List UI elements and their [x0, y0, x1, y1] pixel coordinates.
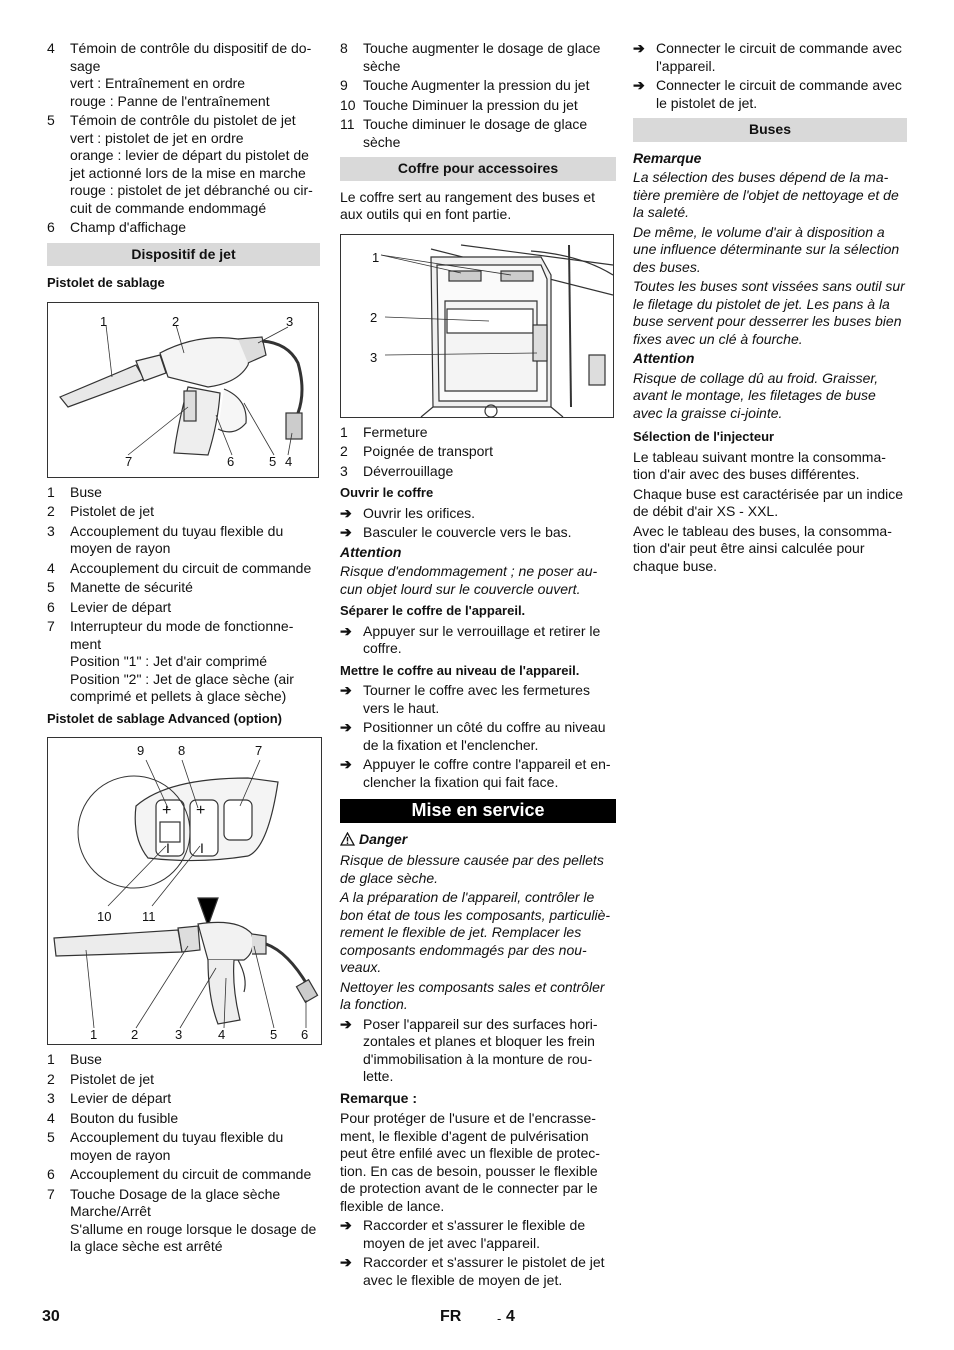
legend-item-number: 5	[47, 1129, 55, 1145]
legend-item-text: Témoin de contrôle du dispositif de do-sage	[70, 40, 312, 74]
subheading-separer-coffre: Séparer le coffre de l'appareil.	[340, 603, 526, 618]
fig2-label-6: 6	[301, 1027, 309, 1042]
section-number: 4	[506, 1308, 515, 1325]
legend-item-text: Accouplement du tuyau flexible du moyen de rayon	[70, 522, 284, 556]
fig2-plus-air-symbol: +	[162, 802, 172, 819]
legend-item-number: 5	[47, 579, 55, 595]
injecteur-text	[633, 449, 907, 576]
legend-item-number: 3	[47, 1090, 55, 1106]
paragraph: La sélection des buses dépend de la ma-tière première de l'objet de nettoyage et de la saleté.	[633, 169, 899, 220]
column-middle	[340, 40, 616, 1291]
fig1-label-1: 1	[100, 313, 108, 329]
legend-item-number: 2	[340, 443, 348, 459]
blasting-gun-advanced-illustration	[48, 738, 321, 1044]
legend-item-text: Levier de départ	[70, 598, 172, 615]
legend-item-text: Fermeture	[363, 423, 428, 440]
legend-item	[340, 77, 616, 95]
fig2-minus-air-symbol: I	[166, 840, 170, 856]
fig2-label-9: 9	[137, 743, 145, 758]
accessory-box-illustration	[341, 235, 613, 417]
arrow-right-icon: ➔	[340, 1217, 352, 1233]
arrow-right-icon: ➔	[340, 524, 352, 540]
legend-item	[47, 1166, 320, 1184]
legend-item-text: Bouton du fusible	[70, 1109, 179, 1126]
fig1-label-5: 5	[269, 453, 277, 469]
subheading-pistolet-advanced: Pistolet de sablage Advanced (option)	[47, 710, 282, 726]
fig2-label-2: 2	[131, 1027, 139, 1042]
legend-item-number: 4	[47, 559, 55, 576]
step-text: Raccorder et s'assurer le flexible de moyen de jet avec l'appareil.	[363, 1217, 586, 1251]
legend-item-text: Accouplement du circuit de commande	[70, 559, 312, 576]
legend-item-text: Position "2" : Jet de glace sèche (air comprimé et pellets à glace sèche)	[70, 670, 294, 704]
step-item	[340, 623, 616, 658]
attention-label: Attention	[340, 543, 402, 560]
section-heading-dispositif-de-jet: Dispositif de jet	[47, 243, 320, 267]
fig1-label-2: 2	[172, 313, 180, 329]
legend-item	[340, 97, 616, 115]
legend-item	[47, 1071, 320, 1089]
legend-item	[47, 1129, 320, 1164]
section-heading-coffre: Coffre pour accessoires	[340, 157, 616, 181]
step-item	[340, 505, 616, 523]
fig2-label-11: 11	[142, 909, 156, 924]
legend-item-text: Pistolet de jet	[70, 1070, 155, 1087]
legend-item	[47, 1186, 320, 1256]
legend-item-text: Touche augmenter le dosage de glace sèche	[363, 40, 601, 74]
legend-item	[340, 443, 616, 461]
legend-item-number: 3	[47, 522, 55, 539]
fig2-label-3: 3	[175, 1027, 183, 1042]
legend-item	[47, 579, 320, 597]
legend-item-text: Champ d'affichage	[70, 219, 187, 235]
legend-item-text: Accouplement du tuyau flexible du moyen de rayon	[70, 1129, 284, 1163]
step-text: Ouvrir les orifices.	[363, 504, 476, 521]
page-number: 30	[42, 1308, 60, 1325]
paragraph: Le tableau suivant montre la consomma-tion d'air avec des buses différentes.	[633, 448, 886, 482]
legend-item-text: Pistolet de jet	[70, 503, 155, 519]
paragraph: De même, le volume d'air à disposition a une influence déterminante sur la sélection des buses.	[633, 223, 900, 275]
legend-item-number: 1	[340, 423, 348, 440]
steps-niveau-coffre	[340, 682, 616, 791]
legend-item-text: Interrupteur du mode de fonctionne-ment	[70, 618, 294, 652]
legend-item-number: 1	[47, 1051, 55, 1067]
subheading-ouvrir-coffre: Ouvrir le coffre	[340, 485, 434, 500]
legend-list-keys	[340, 40, 616, 151]
step-item	[340, 1016, 616, 1086]
legend-item-number: 6	[47, 219, 55, 235]
arrow-right-icon: ➔	[340, 682, 352, 698]
step-text: Poser l'appareil sur des surfaces hori-zontales et planes et bloquer les frein d'immobilisation à la monture de rou-lette.	[363, 1015, 598, 1084]
step-item	[340, 1254, 616, 1289]
legend-item	[47, 1090, 320, 1108]
step-text: Appuyer le coffre contre l'appareil et en-clencher la fixation qui fait face.	[363, 756, 611, 790]
step-text: Positionner un côté du coffre au niveau de la fixation et l'enclencher.	[363, 719, 606, 753]
step-item	[340, 524, 616, 542]
legend-item	[47, 503, 320, 521]
attention-text: Risque d'endommagement ; ne poser au-cun objet lourd sur le couvercle ouvert.	[340, 563, 598, 597]
legend-item	[47, 599, 320, 617]
subheading-pistolet-de-sablage: Pistolet de sablage	[47, 275, 165, 290]
legend-item-number: 2	[47, 503, 55, 519]
legend-item-text: rouge : Panne de l'entraînement	[70, 92, 270, 109]
danger-heading	[340, 831, 616, 851]
fig2-minus-ice-symbol: I	[200, 840, 204, 856]
legend-item-text: orange : levier de départ du pistolet de jet actionné lors de la mise en marche	[70, 147, 309, 181]
legend-item	[340, 463, 616, 481]
paragraph: Chaque buse est caractérisée par un indice de débit d'air XS - XXL.	[633, 485, 904, 519]
paragraph: Toutes les buses sont vissées sans outil sur le filetage du pistolet de jet. Les pans à la buse servent pour desserrer les buses bien fixes avec un clé à fourche.	[633, 278, 905, 347]
step-item	[340, 682, 616, 717]
step-item	[633, 40, 907, 75]
fig2-label-1: 1	[90, 1027, 98, 1042]
legend-item-number: 6	[47, 598, 55, 615]
language-code: FR	[440, 1308, 462, 1325]
legend-item	[340, 424, 616, 442]
legend-item	[47, 618, 320, 706]
legend-item-text: Poignée de transport	[363, 443, 493, 459]
step-text: Connecter le circuit de commande avec le pistolet de jet.	[656, 77, 902, 111]
subheading-niveau-coffre: Mettre le coffre au niveau de l'appareil.	[340, 662, 580, 678]
legend-item-text: vert : pistolet de jet en ordre	[70, 129, 244, 146]
legend-item-number: 5	[47, 112, 55, 128]
step-text: Tourner le coffre avec les fermetures vers le haut.	[363, 682, 590, 716]
fig2-label-8: 8	[178, 743, 186, 758]
legend-item-text: Touche diminuer le dosage de glace sèche	[363, 116, 588, 150]
section-heading-buses: Buses	[633, 118, 907, 142]
warning-triangle-icon	[340, 832, 355, 851]
figure-blasting-gun-advanced	[47, 737, 322, 1045]
legend-item-text: Position "1" : Jet d'air comprimé	[70, 653, 268, 669]
attention-text: Risque de collage dû au froid. Graisser, avant le montage, les filetages de buse avec la graisse ci-jointe.	[633, 369, 879, 421]
fig2-label-10: 10	[97, 909, 112, 924]
legend-item-text: vert : Entraînement en ordre	[70, 75, 246, 91]
step-text: Appuyer sur le verrouillage et retirer le coffre.	[363, 622, 601, 656]
arrow-right-icon: ➔	[340, 719, 352, 735]
legend-item-number: 1	[47, 483, 55, 500]
legend-item-number: 9	[340, 77, 348, 93]
steps-danger	[340, 1016, 616, 1086]
remarque-label: Remarque	[633, 149, 702, 166]
legend-item-number: 4	[47, 40, 55, 56]
legend-item	[47, 1110, 320, 1128]
legend-item-text: Buse	[70, 483, 102, 500]
fig2-label-7: 7	[255, 743, 263, 758]
fig3-label-2: 2	[370, 309, 378, 325]
attention-label: Attention	[633, 350, 695, 366]
step-item	[340, 756, 616, 791]
section-heading-mise-en-service: Mise en service	[340, 799, 616, 823]
legend-item	[47, 523, 320, 558]
legend-item-text: S'allume en rouge lorsque le dosage de la glace sèche est arrêté	[70, 1220, 317, 1254]
step-item	[340, 719, 616, 754]
fig2-plus-ice-symbol: +	[196, 802, 206, 819]
step-text: Basculer le couvercle vers le bas.	[363, 524, 572, 540]
step-item	[340, 1217, 616, 1252]
legend-item	[47, 1051, 320, 1069]
fig1-label-7: 7	[125, 453, 133, 469]
danger-label: Danger	[359, 830, 408, 847]
figure-blasting-gun	[47, 302, 319, 478]
fig1-label-4: 4	[285, 453, 293, 469]
footer-separator: -	[497, 1311, 502, 1326]
legend-item-text: Touche Diminuer la pression du jet	[363, 96, 578, 113]
blasting-gun-illustration	[48, 303, 318, 477]
legend-item-number: 11	[340, 116, 355, 132]
legend-item-text: Manette de sécurité	[70, 579, 193, 595]
arrow-right-icon: ➔	[340, 1015, 352, 1032]
paragraph: Avec le tableau des buses, la consomma-tion d'air peut être ainsi calculée pour chaque buse.	[633, 522, 892, 574]
arrow-right-icon: ➔	[340, 756, 352, 772]
fig2-label-5: 5	[270, 1027, 278, 1042]
fig3-label-1: 1	[372, 249, 380, 265]
legend-item	[340, 40, 616, 75]
legend-item-text: Témoin de contrôle du pistolet de jet	[70, 112, 296, 128]
legend-list-blasting-gun-advanced	[47, 1051, 320, 1256]
arrow-right-icon: ➔	[340, 504, 352, 521]
figure-accessory-box	[340, 234, 614, 418]
legend-item-text: rouge : pistolet de jet débranché ou cir-cuit de commande endommagé	[70, 182, 313, 216]
fig3-label-3: 3	[370, 349, 378, 365]
legend-item-number: 7	[47, 618, 55, 634]
legend-item	[340, 116, 616, 151]
fig2-label-4: 4	[218, 1027, 226, 1042]
remarque-label: Remarque :	[340, 1089, 418, 1106]
paragraph: A la préparation de l'appareil, contrôler le bon état de tous les composants, particuliè-rement le flexible de jet. Remplacer les composants endommagés par des nou-veaux.	[340, 889, 611, 975]
legend-item-text: Accouplement du circuit de commande	[70, 1166, 312, 1182]
fig1-label-3: 3	[286, 313, 294, 329]
arrow-right-icon: ➔	[340, 622, 352, 639]
arrow-right-icon: ➔	[340, 1254, 352, 1270]
remarque-text: Pour protéger de l'usure et de l'encrasse-ment, le flexible d'agent de pulvérisation peut être enfilé avec un flexible de protec-tion. En cas de besoin, pousser le flexible de protection avant de le connecter par le flexible de lance.	[340, 1110, 600, 1214]
legend-item-number: 2	[47, 1070, 55, 1087]
arrow-right-icon: ➔	[633, 40, 645, 56]
step-item	[633, 77, 907, 112]
subheading-selection-injecteur: Sélection de l'injecteur	[633, 429, 775, 444]
legend-item-number: 10	[340, 96, 356, 113]
fig1-label-6: 6	[227, 453, 235, 469]
legend-item-number: 8	[340, 40, 348, 56]
column-left	[47, 40, 320, 1258]
remarque-text	[633, 169, 907, 348]
legend-item-text: Touche Augmenter la pression du jet	[363, 77, 590, 93]
step-text: Connecter le circuit de commande avec l'appareil.	[656, 40, 902, 74]
paragraph: Nettoyer les composants sales et contrôler la fonction.	[340, 978, 605, 1012]
legend-item	[47, 219, 320, 237]
legend-item-text: Touche Dosage de la glace sèche Marche/Arrêt	[70, 1185, 281, 1219]
legend-item-number: 3	[340, 462, 348, 479]
legend-item-number: 6	[47, 1166, 55, 1182]
legend-item-number: 7	[47, 1185, 55, 1202]
legend-item-text: Déverrouillage	[363, 462, 454, 479]
legend-item-text: Levier de départ	[70, 1090, 172, 1106]
step-text: Raccorder et s'assurer le pistolet de jet avec le flexible de moyen de jet.	[363, 1254, 605, 1288]
steps-separer-coffre	[340, 623, 616, 658]
legend-item	[47, 560, 320, 578]
steps-raccorder	[340, 1217, 616, 1289]
legend-list-accessory-box	[340, 424, 616, 481]
danger-text	[340, 852, 616, 1014]
arrow-right-icon: ➔	[633, 77, 645, 93]
legend-list-blasting-gun	[47, 484, 320, 706]
legend-item-text: Buse	[70, 1051, 102, 1067]
column-right	[633, 40, 907, 577]
steps-connecter	[633, 40, 907, 112]
legend-item-number: 4	[47, 1109, 55, 1126]
legend-list-indicators	[47, 40, 320, 237]
legend-item	[47, 40, 320, 110]
legend-item	[47, 112, 320, 217]
paragraph: Risque de blessure causée par des pellets de glace sèche.	[340, 852, 604, 886]
coffre-intro-text: Le coffre sert au rangement des buses et aux outils qui en font partie.	[340, 188, 596, 222]
legend-item	[47, 484, 320, 502]
steps-ouvrir-coffre	[340, 505, 616, 542]
